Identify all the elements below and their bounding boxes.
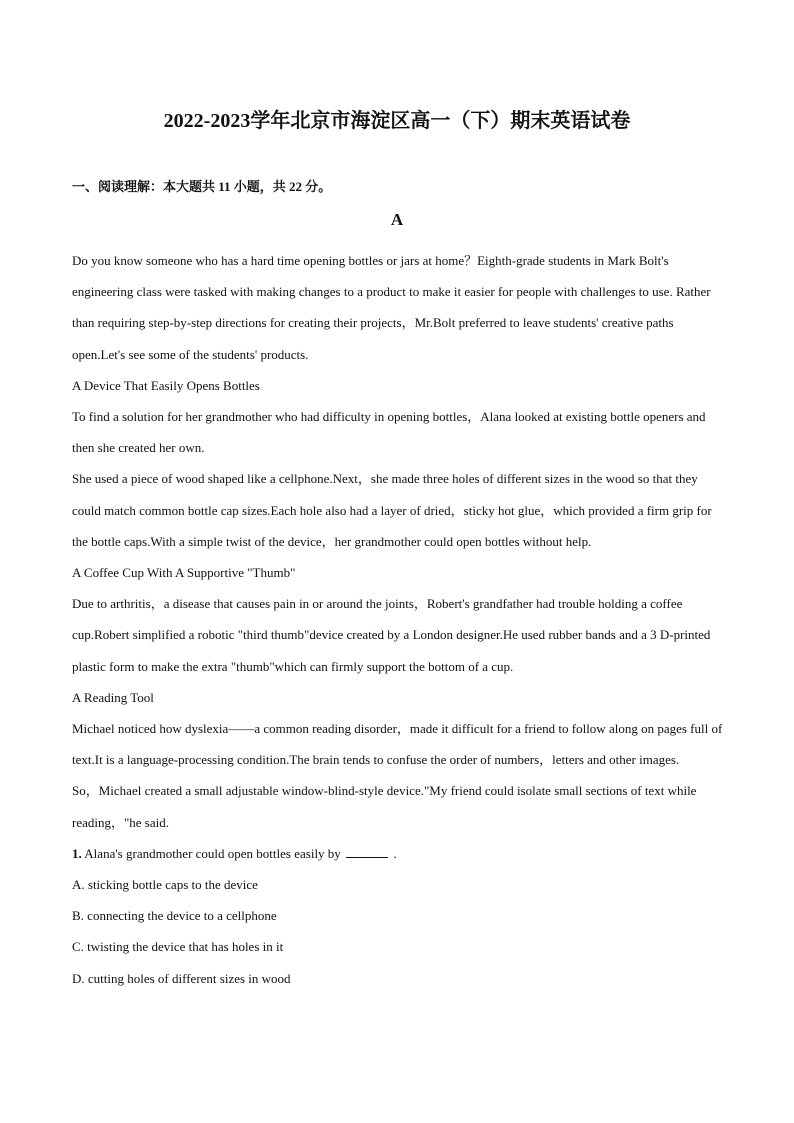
question-number: 1. bbox=[72, 845, 82, 861]
exam-title: 2022-2023学年北京市海淀区高一（下）期末英语试卷 bbox=[163, 110, 631, 132]
option-d: D. cutting holes of different sizes in wood bbox=[72, 970, 291, 986]
answer-blank bbox=[346, 847, 388, 858]
paragraph-michael-dyslexia: Michael noticed how dyslexia——a common reading disorder，made it difficult for a friend to follow along on pages full of text.It is a language-processing condition.The brain tends to confuse the order of numbers，letters and other images. bbox=[72, 721, 723, 768]
subheading-reading-tool: A Reading Tool bbox=[72, 689, 154, 705]
option-b: B. connecting the device to a cellphone bbox=[72, 908, 277, 924]
option-a: A. sticking bottle caps to the device bbox=[72, 877, 258, 893]
paragraph-alana-device: She used a piece of wood shaped like a cellphone.Next，she made three holes of different sizes in the wood so that they could match common bottle cap sizes.Each hole also had a layer of dried，sticky hot glue，which provided a firm grip for the bottle caps.With a simple twist of the device，her grandmother could open bottles without help. bbox=[72, 471, 712, 549]
option-c: C. twisting the device that has holes in it bbox=[72, 939, 284, 955]
passage-label: A bbox=[390, 210, 404, 229]
subheading-coffee-cup: A Coffee Cup With A Supportive "Thumb" bbox=[72, 565, 296, 581]
paragraph-intro: Do you know someone who has a hard time opening bottles or jars at home？Eighth-grade students in Mark Bolt's engineering class were tasked with making changes to a product to make it easier for people with challenges to use. Rather than requiring step-by-step directions for creating their projects，Mr.Bolt preferred to leave students' creative paths open.Let's see some of the students' products. bbox=[72, 253, 711, 362]
paragraph-alana-intro: To find a solution for her grandmother who had difficulty in opening bottles，Alana looked at existing bottle openers and then she created her own. bbox=[72, 409, 706, 456]
question-1 bbox=[72, 838, 724, 869]
question-stem: Alana's grandmother could open bottles easily by bbox=[84, 845, 341, 861]
passage-body bbox=[72, 245, 724, 994]
subheading-bottle-device: A Device That Easily Opens Bottles bbox=[72, 377, 260, 393]
paragraph-michael-device: So，Michael created a small adjustable window-blind-style device."My friend could isolate small sections of text while reading，"he said. bbox=[72, 783, 697, 830]
section-heading: 一、阅读理解：本大题共 11 小题，共 22 分。 bbox=[72, 179, 332, 194]
question-end: . bbox=[393, 845, 397, 861]
paragraph-robert: Due to arthritis，a disease that causes pain in or around the joints，Robert's grandfather had trouble holding a coffee cup.Robert simplified a robotic "third thumb"device created by a London designer.He used rubber bands and a 3 D-printed plastic form to make the extra "thumb"which can firmly support the bottom of a cup. bbox=[72, 596, 711, 674]
